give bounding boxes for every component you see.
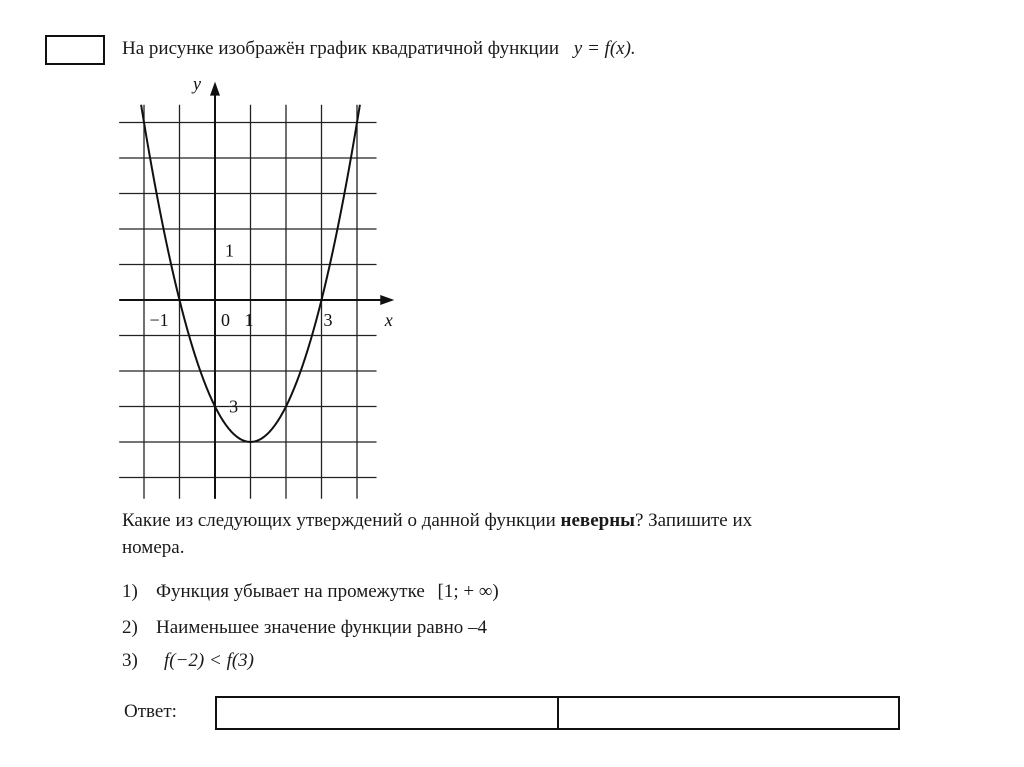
x-axis-label: x — [384, 310, 393, 330]
option-formula: f(−2) < f(3) — [164, 650, 255, 671]
option-3 — [122, 650, 254, 672]
question-text — [122, 510, 752, 532]
option-text: Функция убывает на промежутке — [156, 581, 425, 602]
question-line-2: номера. — [122, 537, 185, 558]
tick-label-origin: 0 — [221, 310, 230, 330]
question-emphasis: неверны — [560, 510, 635, 531]
tick-label-x-neg1: −1 — [149, 310, 169, 330]
tick-label-y-1: 1 — [225, 240, 234, 261]
answer-cell-2[interactable] — [557, 698, 899, 728]
option-number: 1) — [122, 581, 138, 602]
statement-text: На рисунке изображён график квадратичной функции — [122, 38, 560, 59]
function-graph — [110, 72, 480, 502]
question-part-end: ? Запишите их — [634, 510, 753, 531]
tick-label-y-neg3: −3 — [219, 396, 239, 417]
option-2 — [122, 617, 487, 639]
answer-field[interactable] — [215, 696, 900, 730]
y-axis — [210, 82, 220, 499]
option-1 — [122, 581, 499, 603]
option-number: 2) — [122, 617, 138, 638]
question-part: Какие из следующих утверждений о данной функции — [122, 510, 561, 531]
option-number: 3) — [122, 650, 138, 671]
task-statement — [122, 38, 636, 60]
y-axis-label: y — [193, 73, 201, 94]
option-text: Наименьшее значение функции равно –4 — [156, 617, 488, 638]
grid-lines — [119, 105, 376, 499]
answer-label: Ответ: — [124, 701, 177, 722]
answer-cell-1[interactable] — [217, 698, 557, 728]
tick-label-x-1: 1 — [244, 310, 254, 330]
task-number-box — [45, 35, 105, 65]
function-formula: y = f(x). — [573, 38, 636, 59]
tick-label-x-3: 3 — [323, 310, 333, 330]
x-axis — [119, 295, 394, 305]
option-formula: [1; + ∞) — [437, 581, 499, 602]
